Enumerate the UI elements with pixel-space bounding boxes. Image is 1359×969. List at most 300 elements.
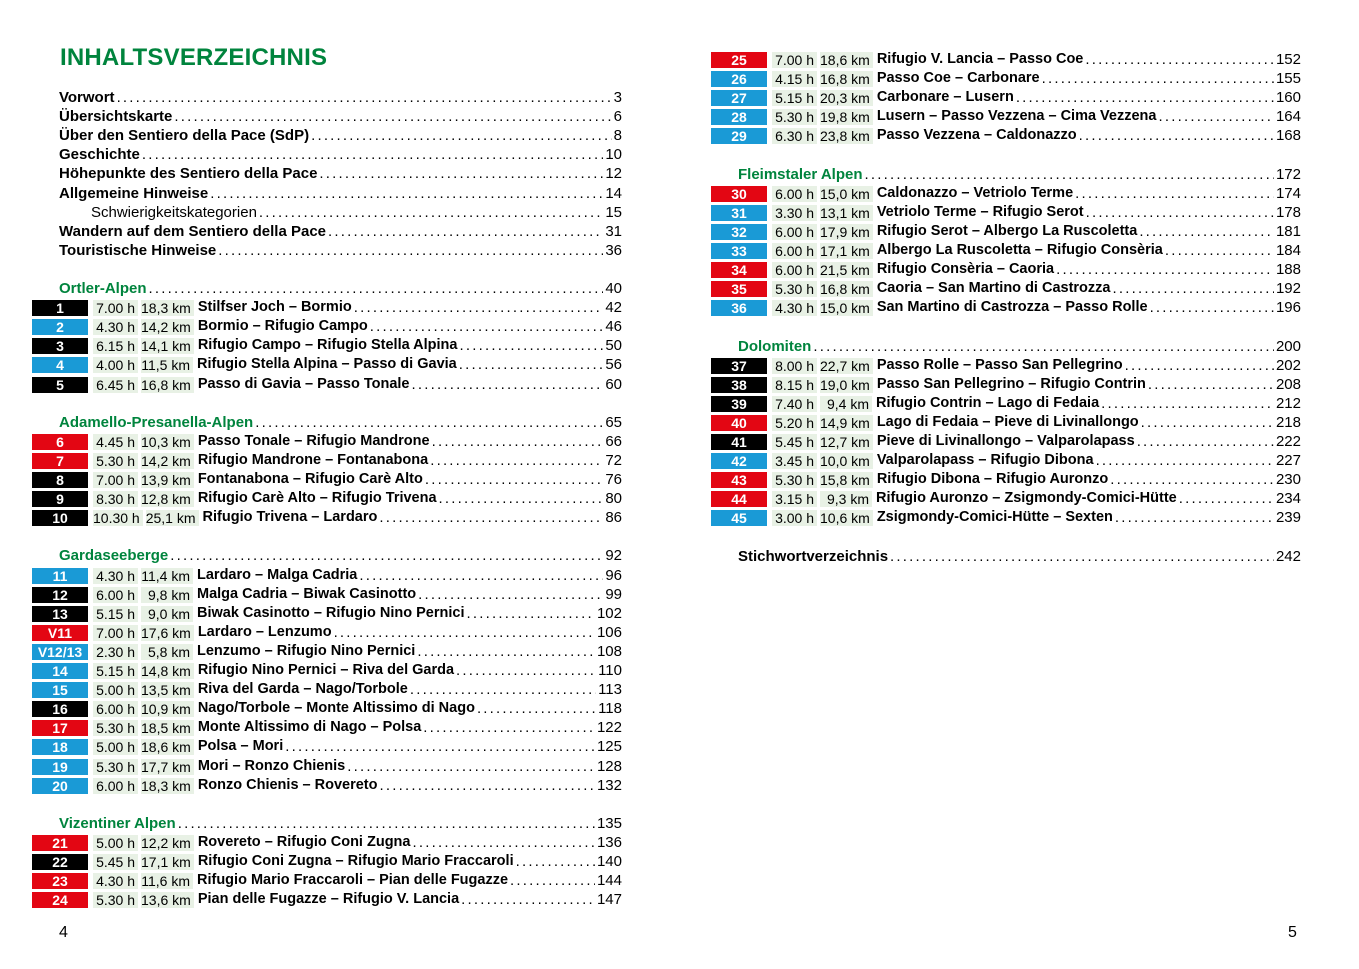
entry-page-number: 168 xyxy=(1275,127,1301,145)
toc-section-heading[interactable] xyxy=(59,279,622,298)
toc-section-heading[interactable] xyxy=(738,337,1301,356)
toc-tour-entry[interactable] xyxy=(32,757,622,776)
toc-tour-entry[interactable] xyxy=(711,241,1301,260)
tour-duration: 5.30 h xyxy=(93,892,138,908)
dot-leader xyxy=(354,298,604,317)
tour-distance: 25,1 km xyxy=(146,510,199,526)
tour-number-badge: 24 xyxy=(32,892,88,908)
entry-title: Rovereto – Rifugio Coni Zugna xyxy=(197,833,411,850)
entry-title: Passo Tonale – Rifugio Mandrone xyxy=(197,432,430,449)
entry-title: Geschichte xyxy=(59,146,140,164)
tour-number-badge: 28 xyxy=(711,109,767,125)
entry-page-number: 66 xyxy=(605,432,622,450)
entry-title: Albergo La Ruscoletta – Rifugio Consèria xyxy=(876,242,1163,258)
toc-tour-entry[interactable] xyxy=(32,585,622,604)
entry-title: Ortler-Alpen xyxy=(59,280,147,297)
entry-page-number: 128 xyxy=(596,757,622,775)
entry-page-number: 181 xyxy=(1275,222,1301,240)
toc-tour-entry[interactable] xyxy=(711,489,1301,508)
toc-tour-entry[interactable] xyxy=(711,298,1301,317)
dot-leader xyxy=(1125,356,1274,375)
toc-tour-entry[interactable] xyxy=(32,699,622,718)
entry-page-number: 72 xyxy=(605,451,622,469)
entry-title: Ronzo Chienis – Rovereto xyxy=(197,776,378,793)
entry-title: Rifugio Mario Fraccaroli – Pian delle Fugazze xyxy=(197,872,509,889)
entry-page-number: 96 xyxy=(605,566,622,584)
toc-tour-entry[interactable] xyxy=(32,451,622,470)
dot-leader xyxy=(1096,451,1274,470)
entry-page-number: 202 xyxy=(1275,356,1301,374)
tour-distance: 11,5 km xyxy=(141,357,193,373)
dot-leader xyxy=(334,623,595,642)
dot-leader xyxy=(1179,489,1274,508)
tour-number-badge: 29 xyxy=(711,128,767,144)
tour-number-badge: 37 xyxy=(711,358,767,374)
entry-title: Rifugio Contrin – Lago di Fedaia xyxy=(876,394,1100,411)
tour-duration: 7.00 h xyxy=(93,625,138,641)
tour-duration: 4.30 h xyxy=(93,873,138,889)
toc-tour-entry[interactable] xyxy=(711,394,1301,413)
toc-tour-entry[interactable] xyxy=(711,356,1301,375)
entry-page-number: 200 xyxy=(1275,337,1301,355)
tour-number-badge: 12 xyxy=(32,587,88,603)
toc-tour-entry[interactable] xyxy=(32,852,622,871)
dot-leader xyxy=(319,164,603,183)
tour-distance: 15,8 km xyxy=(820,472,873,488)
entry-title: Vizentiner Alpen xyxy=(59,814,176,832)
entry-page-number: 65 xyxy=(605,413,622,431)
tour-number-badge: 6 xyxy=(32,434,88,450)
entry-title: Bormio – Rifugio Campo xyxy=(197,318,368,335)
tour-distance: 9,4 km xyxy=(820,396,872,412)
dot-leader xyxy=(379,508,603,527)
toc-tour-entry[interactable] xyxy=(32,470,622,489)
tour-distance: 13,5 km xyxy=(141,682,194,698)
dot-leader xyxy=(459,355,604,374)
tour-distance: 17,1 km xyxy=(141,854,194,870)
dot-leader xyxy=(1079,126,1274,145)
entry-title: Rifugio Carè Alto – Rifugio Trivena xyxy=(197,490,437,507)
entry-title: Adamello-Presanella-Alpen xyxy=(59,413,254,431)
entry-title: Fontanabona – Rifugio Carè Alto xyxy=(197,471,423,487)
dot-leader xyxy=(379,776,594,795)
entry-title: Nago/Torbole – Monte Altissimo di Nago xyxy=(197,700,475,717)
tour-distance: 11,6 km xyxy=(141,873,193,889)
entry-title: Rifugio Coni Zugna – Rifugio Mario Fraccaroli xyxy=(197,853,514,869)
entry-page-number: 125 xyxy=(596,738,622,756)
entry-page-number: 242 xyxy=(1275,547,1301,565)
entry-title: Rifugio Auronzo – Zsigmondy-Comici-Hütte xyxy=(876,490,1177,507)
entry-title: Biwak Casinotto – Rifugio Nino Pernici xyxy=(197,604,465,621)
tour-distance: 19,0 km xyxy=(820,377,873,393)
entry-title: Lardaro – Lenzumo xyxy=(197,623,332,640)
tour-duration: 3.45 h xyxy=(772,453,817,469)
toc-tour-entry[interactable] xyxy=(32,776,622,795)
entry-page-number: 80 xyxy=(605,490,622,508)
toc-tour-entry[interactable] xyxy=(711,375,1301,394)
entry-title: Lenzumo – Rifugio Nino Pernici xyxy=(197,642,416,659)
tour-duration: 4.15 h xyxy=(772,71,817,87)
toc-tour-entry[interactable] xyxy=(711,203,1301,222)
dot-leader xyxy=(425,470,603,489)
entry-title: Carbonare – Lusern xyxy=(876,89,1014,106)
tour-number-badge: 34 xyxy=(711,262,767,278)
entry-page-number: 230 xyxy=(1275,471,1301,489)
tour-distance: 10,9 km xyxy=(141,701,194,717)
toc-tour-entry[interactable] xyxy=(711,107,1301,126)
tour-number-badge: 41 xyxy=(711,434,767,450)
tour-distance: 15,0 km xyxy=(820,300,873,316)
tour-distance: 17,9 km xyxy=(820,224,873,240)
tour-duration: 4.45 h xyxy=(93,434,138,450)
toc-tour-entry[interactable] xyxy=(32,642,622,661)
entry-page-number: 222 xyxy=(1275,433,1301,450)
tour-distance: 20,3 km xyxy=(820,90,873,106)
dot-leader xyxy=(1150,298,1274,317)
toc-entry[interactable] xyxy=(59,164,622,183)
entry-title: Rifugio Dibona – Rifugio Auronzo xyxy=(876,471,1109,488)
tour-duration: 8.30 h xyxy=(93,491,138,507)
entry-title: Malga Cadria – Biwak Casinotto xyxy=(197,585,417,602)
dot-leader xyxy=(1158,107,1273,126)
toc-section-heading[interactable] xyxy=(59,814,622,833)
dot-leader xyxy=(1085,50,1274,69)
tour-number-badge: 23 xyxy=(32,873,88,889)
entry-page-number: 239 xyxy=(1275,509,1301,527)
tour-number-badge: 30 xyxy=(711,186,767,202)
toc-entry[interactable] xyxy=(59,107,622,126)
tour-number-badge: 20 xyxy=(32,778,88,794)
toc-tour-entry[interactable] xyxy=(32,317,622,336)
entry-page-number: 174 xyxy=(1275,184,1301,202)
toc-title: INHALTSVERZEICHNIS xyxy=(60,44,328,71)
entry-page-number: 140 xyxy=(596,853,622,870)
entry-title: Fleimstaler Alpen xyxy=(738,165,863,183)
tour-distance: 15,0 km xyxy=(820,186,873,202)
toc-section-heading[interactable] xyxy=(59,413,622,432)
entry-page-number: 46 xyxy=(605,318,622,336)
tour-duration: 5.30 h xyxy=(93,453,138,469)
dot-leader xyxy=(1101,394,1274,413)
entry-page-number: 155 xyxy=(1275,70,1301,88)
tour-duration: 5.30 h xyxy=(93,759,138,775)
entry-page-number: 164 xyxy=(1275,108,1301,126)
dot-leader xyxy=(510,871,595,890)
entry-page-number: 188 xyxy=(1275,261,1301,279)
tour-number-badge: 45 xyxy=(711,510,767,526)
entry-title: Pian delle Fugazze – Rifugio V. Lancia xyxy=(197,891,460,908)
toc-tour-entry[interactable] xyxy=(32,890,622,909)
tour-number-badge: 1 xyxy=(32,300,88,316)
toc-tour-entry[interactable] xyxy=(711,451,1301,470)
tour-number-badge: 15 xyxy=(32,682,88,698)
tour-distance: 18,3 km xyxy=(141,778,194,794)
dot-leader xyxy=(461,890,595,909)
entry-title: Rifugio V. Lancia – Passo Coe xyxy=(876,51,1084,67)
tour-number-badge: 17 xyxy=(32,720,88,736)
entry-title: Wandern auf dem Sentiero della Pace xyxy=(59,222,327,240)
toc-tour-entry[interactable] xyxy=(32,833,622,852)
entry-title: Höhepunkte des Sentiero della Pace xyxy=(59,165,318,183)
entry-title: Caldonazzo – Vetriolo Terme xyxy=(876,184,1074,201)
entry-page-number: 172 xyxy=(1275,165,1301,183)
entry-title: Gardaseeberge xyxy=(59,547,169,565)
tour-distance: 18,6 km xyxy=(820,52,873,68)
tour-duration: 4.30 h xyxy=(772,300,817,316)
dot-leader xyxy=(1086,203,1274,222)
tour-distance: 16,8 km xyxy=(141,377,194,393)
toc-tour-entry[interactable] xyxy=(32,298,622,317)
toc-tour-entry[interactable] xyxy=(32,871,622,890)
dot-leader xyxy=(1137,432,1274,451)
tour-number-badge: 14 xyxy=(32,663,88,679)
dot-leader xyxy=(477,699,596,718)
dot-leader xyxy=(210,184,603,203)
dot-leader xyxy=(1115,508,1274,527)
tour-distance: 5,8 km xyxy=(141,644,193,660)
toc-tour-entry[interactable] xyxy=(32,680,622,699)
tour-number-badge: 16 xyxy=(32,701,88,717)
dot-leader xyxy=(117,88,612,107)
tour-distance: 11,4 km xyxy=(141,568,193,584)
tour-duration: 3.15 h xyxy=(772,491,817,507)
toc-entry[interactable] xyxy=(738,547,1301,566)
dot-leader xyxy=(174,107,611,126)
tour-distance: 14,1 km xyxy=(141,338,194,354)
tour-number-badge: 19 xyxy=(32,759,88,775)
tour-distance: 16,8 km xyxy=(820,71,873,87)
entry-page-number: 50 xyxy=(605,337,622,355)
entry-page-number: 15 xyxy=(605,203,622,221)
dot-leader xyxy=(1016,88,1274,107)
toc-tour-entry[interactable] xyxy=(711,260,1301,279)
toc-tour-entry[interactable] xyxy=(32,336,622,355)
dot-leader xyxy=(423,718,595,737)
toc-tour-entry[interactable] xyxy=(32,355,622,374)
tour-duration: 5.15 h xyxy=(772,90,817,106)
tour-duration: 7.00 h xyxy=(93,472,138,488)
entry-page-number: 86 xyxy=(605,509,622,527)
toc-entry[interactable] xyxy=(59,145,622,164)
entry-title: Übersichtskarte xyxy=(59,108,173,126)
tour-duration: 6.00 h xyxy=(93,701,138,717)
tour-duration: 5.00 h xyxy=(93,739,138,755)
tour-number-badge: V12/13 xyxy=(32,644,88,660)
entry-page-number: 212 xyxy=(1275,394,1301,412)
tour-distance: 18,6 km xyxy=(141,739,194,755)
toc-tour-entry[interactable] xyxy=(711,50,1301,69)
dot-leader xyxy=(813,337,1274,356)
tour-distance: 14,8 km xyxy=(141,663,194,679)
toc-tour-entry[interactable] xyxy=(711,222,1301,241)
dot-leader xyxy=(1056,260,1274,279)
tour-number-badge: V11 xyxy=(32,625,88,641)
tour-duration: 10.30 h xyxy=(93,510,143,526)
tour-duration: 4.00 h xyxy=(93,357,138,373)
tour-duration: 8.15 h xyxy=(772,377,817,393)
dot-leader xyxy=(1042,69,1274,88)
toc-tour-entry[interactable] xyxy=(711,413,1301,432)
tour-distance: 14,9 km xyxy=(820,415,873,431)
tour-duration: 3.30 h xyxy=(772,205,817,221)
dot-leader xyxy=(1148,375,1274,394)
toc-tour-entry[interactable] xyxy=(32,566,622,585)
toc-tour-entry[interactable] xyxy=(711,508,1301,527)
dot-leader xyxy=(417,642,595,661)
entry-title: Über den Sentiero della Pace (SdP) xyxy=(59,127,310,145)
entry-page-number: 108 xyxy=(596,642,622,660)
dot-leader xyxy=(1141,413,1274,432)
entry-title: Passo Coe – Carbonare xyxy=(876,70,1040,87)
tour-duration: 5.45 h xyxy=(772,434,817,450)
toc-entry[interactable] xyxy=(59,184,622,203)
toc-tour-entry[interactable] xyxy=(711,184,1301,203)
entry-title: Lago di Fedaia – Pieve di Livinallongo xyxy=(876,413,1139,430)
tour-distance: 23,8 km xyxy=(820,128,873,144)
entry-title: Vorwort xyxy=(59,89,115,106)
toc-tour-entry[interactable] xyxy=(711,279,1301,298)
dot-leader xyxy=(359,566,603,585)
tour-number-badge: 5 xyxy=(32,377,88,393)
tour-duration: 7.40 h xyxy=(772,396,817,412)
tour-duration: 7.00 h xyxy=(772,52,817,68)
tour-duration: 5.30 h xyxy=(772,472,817,488)
tour-number-badge: 35 xyxy=(711,281,767,297)
tour-distance: 13,1 km xyxy=(820,205,873,221)
entry-page-number: 40 xyxy=(605,280,622,297)
entry-title: Passo di Gavia – Passo Tonale xyxy=(197,375,410,392)
toc-entry[interactable] xyxy=(59,241,622,260)
tour-number-badge: 44 xyxy=(711,491,767,507)
tour-number-badge: 11 xyxy=(32,568,88,584)
dot-leader xyxy=(459,336,603,355)
entry-page-number: 122 xyxy=(596,719,622,737)
tour-duration: 4.30 h xyxy=(93,319,138,335)
tour-distance: 14,2 km xyxy=(141,453,194,469)
tour-duration: 6.15 h xyxy=(93,338,138,354)
dot-leader xyxy=(456,661,596,680)
entry-page-number: 102 xyxy=(596,604,622,622)
entry-page-number: 10 xyxy=(605,146,622,164)
toc-section-heading[interactable] xyxy=(738,165,1301,184)
entry-title: Lusern – Passo Vezzena – Cima Vezzena xyxy=(876,108,1157,125)
tour-duration: 6.00 h xyxy=(772,243,817,259)
entry-page-number: 36 xyxy=(605,241,622,259)
entry-title: Passo San Pellegrino – Rifugio Contrin xyxy=(876,375,1146,392)
toc-tour-entry[interactable] xyxy=(32,718,622,737)
tour-duration: 6.00 h xyxy=(772,186,817,202)
tour-distance: 17,7 km xyxy=(141,759,194,775)
entry-page-number: 178 xyxy=(1275,203,1301,221)
dot-leader xyxy=(1075,184,1274,203)
toc-tour-entry[interactable] xyxy=(711,88,1301,107)
entry-page-number: 136 xyxy=(596,833,622,851)
toc-tour-entry[interactable] xyxy=(711,432,1301,451)
entry-title: Riva del Garda – Nago/Torbole xyxy=(197,681,408,698)
toc-tour-entry[interactable] xyxy=(32,375,622,394)
entry-title: Rifugio Nino Pernici – Riva del Garda xyxy=(197,662,455,678)
tour-number-badge: 39 xyxy=(711,396,767,412)
toc-tour-entry[interactable] xyxy=(711,470,1301,489)
toc-tour-entry[interactable] xyxy=(32,623,622,642)
entry-title: San Martino di Castrozza – Passo Rolle xyxy=(876,299,1148,316)
entry-page-number: 56 xyxy=(605,356,622,374)
toc-tour-entry[interactable] xyxy=(32,489,622,508)
dot-leader xyxy=(255,413,603,432)
entry-title: Lardaro – Malga Cadria xyxy=(197,566,358,583)
entry-title: Touristische Hinweise xyxy=(59,241,217,259)
tour-duration: 6.00 h xyxy=(93,778,138,794)
entry-title: Rifugio Campo – Rifugio Stella Alpina xyxy=(197,337,458,354)
toc-tour-entry[interactable] xyxy=(32,661,622,680)
dot-leader xyxy=(430,451,603,470)
toc-entry[interactable] xyxy=(59,126,622,145)
entry-title: Pieve di Livinallongo – Valparolapass xyxy=(876,433,1135,449)
entry-title: Rifugio Consèria – Caoria xyxy=(876,261,1055,278)
toc-tour-entry[interactable] xyxy=(711,69,1301,88)
entry-page-number: 234 xyxy=(1275,490,1301,508)
entry-page-number: 6 xyxy=(613,108,622,126)
entry-page-number: 135 xyxy=(596,814,622,832)
toc-tour-entry[interactable] xyxy=(32,604,622,623)
toc-tour-entry[interactable] xyxy=(711,126,1301,145)
dot-leader xyxy=(864,165,1273,184)
dot-leader xyxy=(1112,279,1273,298)
tour-number-badge: 25 xyxy=(711,52,767,68)
tour-duration: 5.15 h xyxy=(93,606,138,622)
toc-entry[interactable] xyxy=(59,88,622,107)
tour-distance: 17,1 km xyxy=(820,243,873,259)
dot-leader xyxy=(1110,470,1274,489)
toc-entry[interactable] xyxy=(59,222,622,241)
tour-distance: 17,6 km xyxy=(141,625,194,641)
entry-page-number: 147 xyxy=(596,891,622,909)
dot-leader xyxy=(1165,241,1274,260)
tour-distance: 21,5 km xyxy=(820,262,873,278)
dot-leader xyxy=(142,145,603,164)
entry-title: Passo Vezzena – Caldonazzo xyxy=(876,127,1077,144)
dot-leader xyxy=(516,852,595,871)
tour-distance: 12,7 km xyxy=(820,434,873,450)
dot-leader xyxy=(412,833,594,852)
toc-tour-entry[interactable] xyxy=(32,508,622,527)
tour-number-badge: 10 xyxy=(32,510,88,526)
tour-number-badge: 32 xyxy=(711,224,767,240)
entry-title: Dolomiten xyxy=(738,337,812,355)
entry-title: Passo Rolle – Passo San Pellegrino xyxy=(876,356,1123,373)
entry-title: Schwierigkeitskategorien xyxy=(91,203,257,221)
toc-tour-entry[interactable] xyxy=(32,737,622,756)
entry-page-number: 14 xyxy=(605,184,622,202)
tour-number-badge: 22 xyxy=(32,854,88,870)
tour-distance: 9,0 km xyxy=(141,606,193,622)
entry-page-number: 60 xyxy=(605,375,622,393)
tour-duration: 5.00 h xyxy=(93,835,138,851)
toc-entry[interactable] xyxy=(59,203,622,222)
toc-section-heading[interactable] xyxy=(59,546,622,565)
tour-number-badge: 40 xyxy=(711,415,767,431)
entry-page-number: 110 xyxy=(598,662,622,679)
dot-leader xyxy=(890,547,1274,566)
toc-tour-entry[interactable] xyxy=(32,432,622,451)
dot-leader xyxy=(466,604,594,623)
entry-page-number: 3 xyxy=(613,89,622,106)
tour-number-badge: 4 xyxy=(32,357,88,373)
entry-title: Allgemeine Hinweise xyxy=(59,184,209,202)
tour-number-badge: 3 xyxy=(32,338,88,354)
tour-distance: 9,3 km xyxy=(820,491,872,507)
dot-leader xyxy=(149,279,604,298)
